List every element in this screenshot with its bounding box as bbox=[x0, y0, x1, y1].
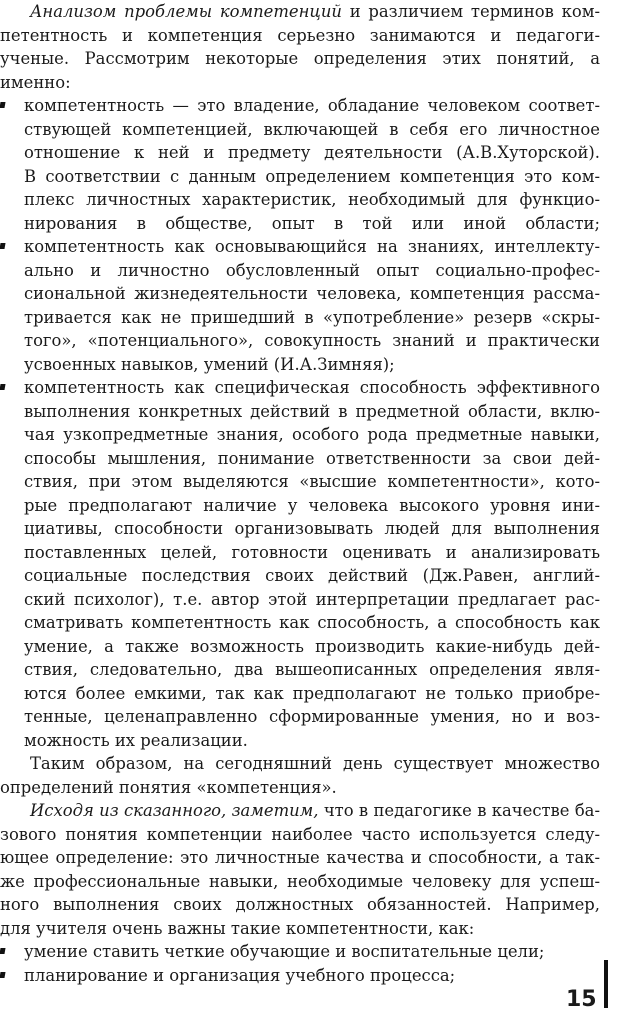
bullet-line bbox=[0, 376, 600, 400]
text-line: сиональной жизнедеятельности человека, компетенция рассма- bbox=[24, 284, 600, 303]
text-line: чая узкопредметные знания, особого рода предметные навыки, bbox=[24, 425, 600, 444]
text-line: нирования в обществе, опыт в той или иной области; bbox=[24, 213, 600, 233]
bullet-icon bbox=[0, 948, 6, 954]
text-line bbox=[0, 799, 600, 823]
text-run: что в педагогике в качестве ба- bbox=[318, 801, 600, 820]
italic-lead: Исходя из сказанного, заметим, bbox=[30, 801, 319, 820]
text-line: способы мышления, понимание ответственности за свои дей- bbox=[24, 448, 600, 468]
text-line: тенные, целенаправленно сформированные умения, но и воз- bbox=[24, 707, 600, 726]
text-line: ющее определение: это личностные качества и способности, а так- bbox=[0, 848, 600, 867]
text-line: ствия, следовательно, два вышеописанных определения явля- bbox=[24, 660, 600, 679]
text-line: отношение к ней и предмету деятельности (А.В.Хуторской). bbox=[24, 143, 600, 162]
text-line: ного выполнения своих должностных обязанностей. Например, bbox=[0, 895, 600, 914]
text-line: плекс личностных характеристик, необходимый для функцио- bbox=[24, 190, 600, 209]
text-line: выполнения конкретных действий в предметной области, вклю- bbox=[24, 401, 600, 421]
bullet-icon bbox=[0, 972, 6, 978]
italic-lead: Анализом проблемы компетенций bbox=[30, 2, 342, 21]
text-line: ально и личностно обусловленный опыт социально-профес- bbox=[24, 260, 600, 280]
text-run: компетентность — это владение, обладание человеком соответ- bbox=[24, 96, 600, 115]
text-line: именно: bbox=[0, 72, 71, 92]
text-line: ствия, при этом выделяются «высшие компетентности», кото- bbox=[24, 472, 600, 491]
text-line: сматривать компетентность как способность, а способность как bbox=[24, 613, 600, 632]
bullet-line bbox=[0, 940, 600, 964]
text-run: умение ставить четкие обучающие и воспитательные цели; bbox=[24, 942, 545, 961]
text-line: можность их реализации. bbox=[24, 730, 248, 750]
text-line bbox=[0, 0, 600, 24]
text-line: зового понятия компетенции наиболее часто используется следу- bbox=[0, 824, 600, 844]
text-run: планирование и организация учебного процесса; bbox=[24, 965, 456, 985]
bullet-icon bbox=[0, 384, 6, 390]
text-run: и различием терминов ком- bbox=[341, 2, 600, 21]
text-line: циативы, способности организовывать людей для выполнения bbox=[24, 519, 600, 538]
bullet-icon bbox=[0, 102, 6, 108]
text-line: ский психолог), т.е. автор этой интерпретации предлагает рас- bbox=[24, 589, 600, 609]
text-line: для учителя очень важны такие компетентности, как: bbox=[0, 918, 475, 938]
text-line: определений понятия «компетенция». bbox=[0, 777, 337, 797]
text-line: поставленных целей, готовности оценивать и анализировать bbox=[24, 542, 600, 562]
text-run: компетентность как специфическая способность эффективного bbox=[24, 378, 600, 397]
text-run: компетентность как основывающийся на знаниях, интеллекту- bbox=[24, 237, 600, 256]
text-line: В соответствии с данным определением компетенция это ком- bbox=[24, 166, 600, 186]
bullet-line bbox=[0, 964, 600, 988]
text-line: социальные последствия своих действий (Дж.Равен, англий- bbox=[24, 566, 600, 585]
page-number: 15 bbox=[566, 987, 597, 1012]
text-line: петентность и компетенция серьезно занимаются и педагоги- bbox=[0, 25, 600, 45]
bullet-icon bbox=[0, 243, 6, 249]
text-line: ученые. Рассмотрим некоторые определения этих понятий, а bbox=[0, 49, 600, 68]
text-line: рые предполагают наличие у человека высокого уровня ини- bbox=[24, 495, 600, 515]
text-line: тривается как не пришедший в «употребление» резерв «скры- bbox=[24, 307, 600, 327]
text-line: усвоенных навыков, умений (И.А.Зимняя); bbox=[24, 354, 395, 374]
page-edge-bar bbox=[604, 960, 608, 1008]
text-line: Таким образом, на сегодняшний день существует множество bbox=[30, 754, 600, 773]
text-line: ствующей компетенцией, включающей в себя его личностное bbox=[24, 119, 600, 139]
text-line: того», «потенциального», совокупность знаний и практически bbox=[24, 331, 600, 350]
text-line: ются более емкими, так как предполагают не только приобре- bbox=[24, 683, 600, 703]
text-line: умение, а также возможность производить какие-нибудь дей- bbox=[24, 636, 600, 656]
bullet-line bbox=[0, 235, 600, 259]
text-line: же профессиональные навыки, необходимые человеку для успеш- bbox=[0, 871, 600, 891]
bullet-line bbox=[0, 94, 600, 118]
